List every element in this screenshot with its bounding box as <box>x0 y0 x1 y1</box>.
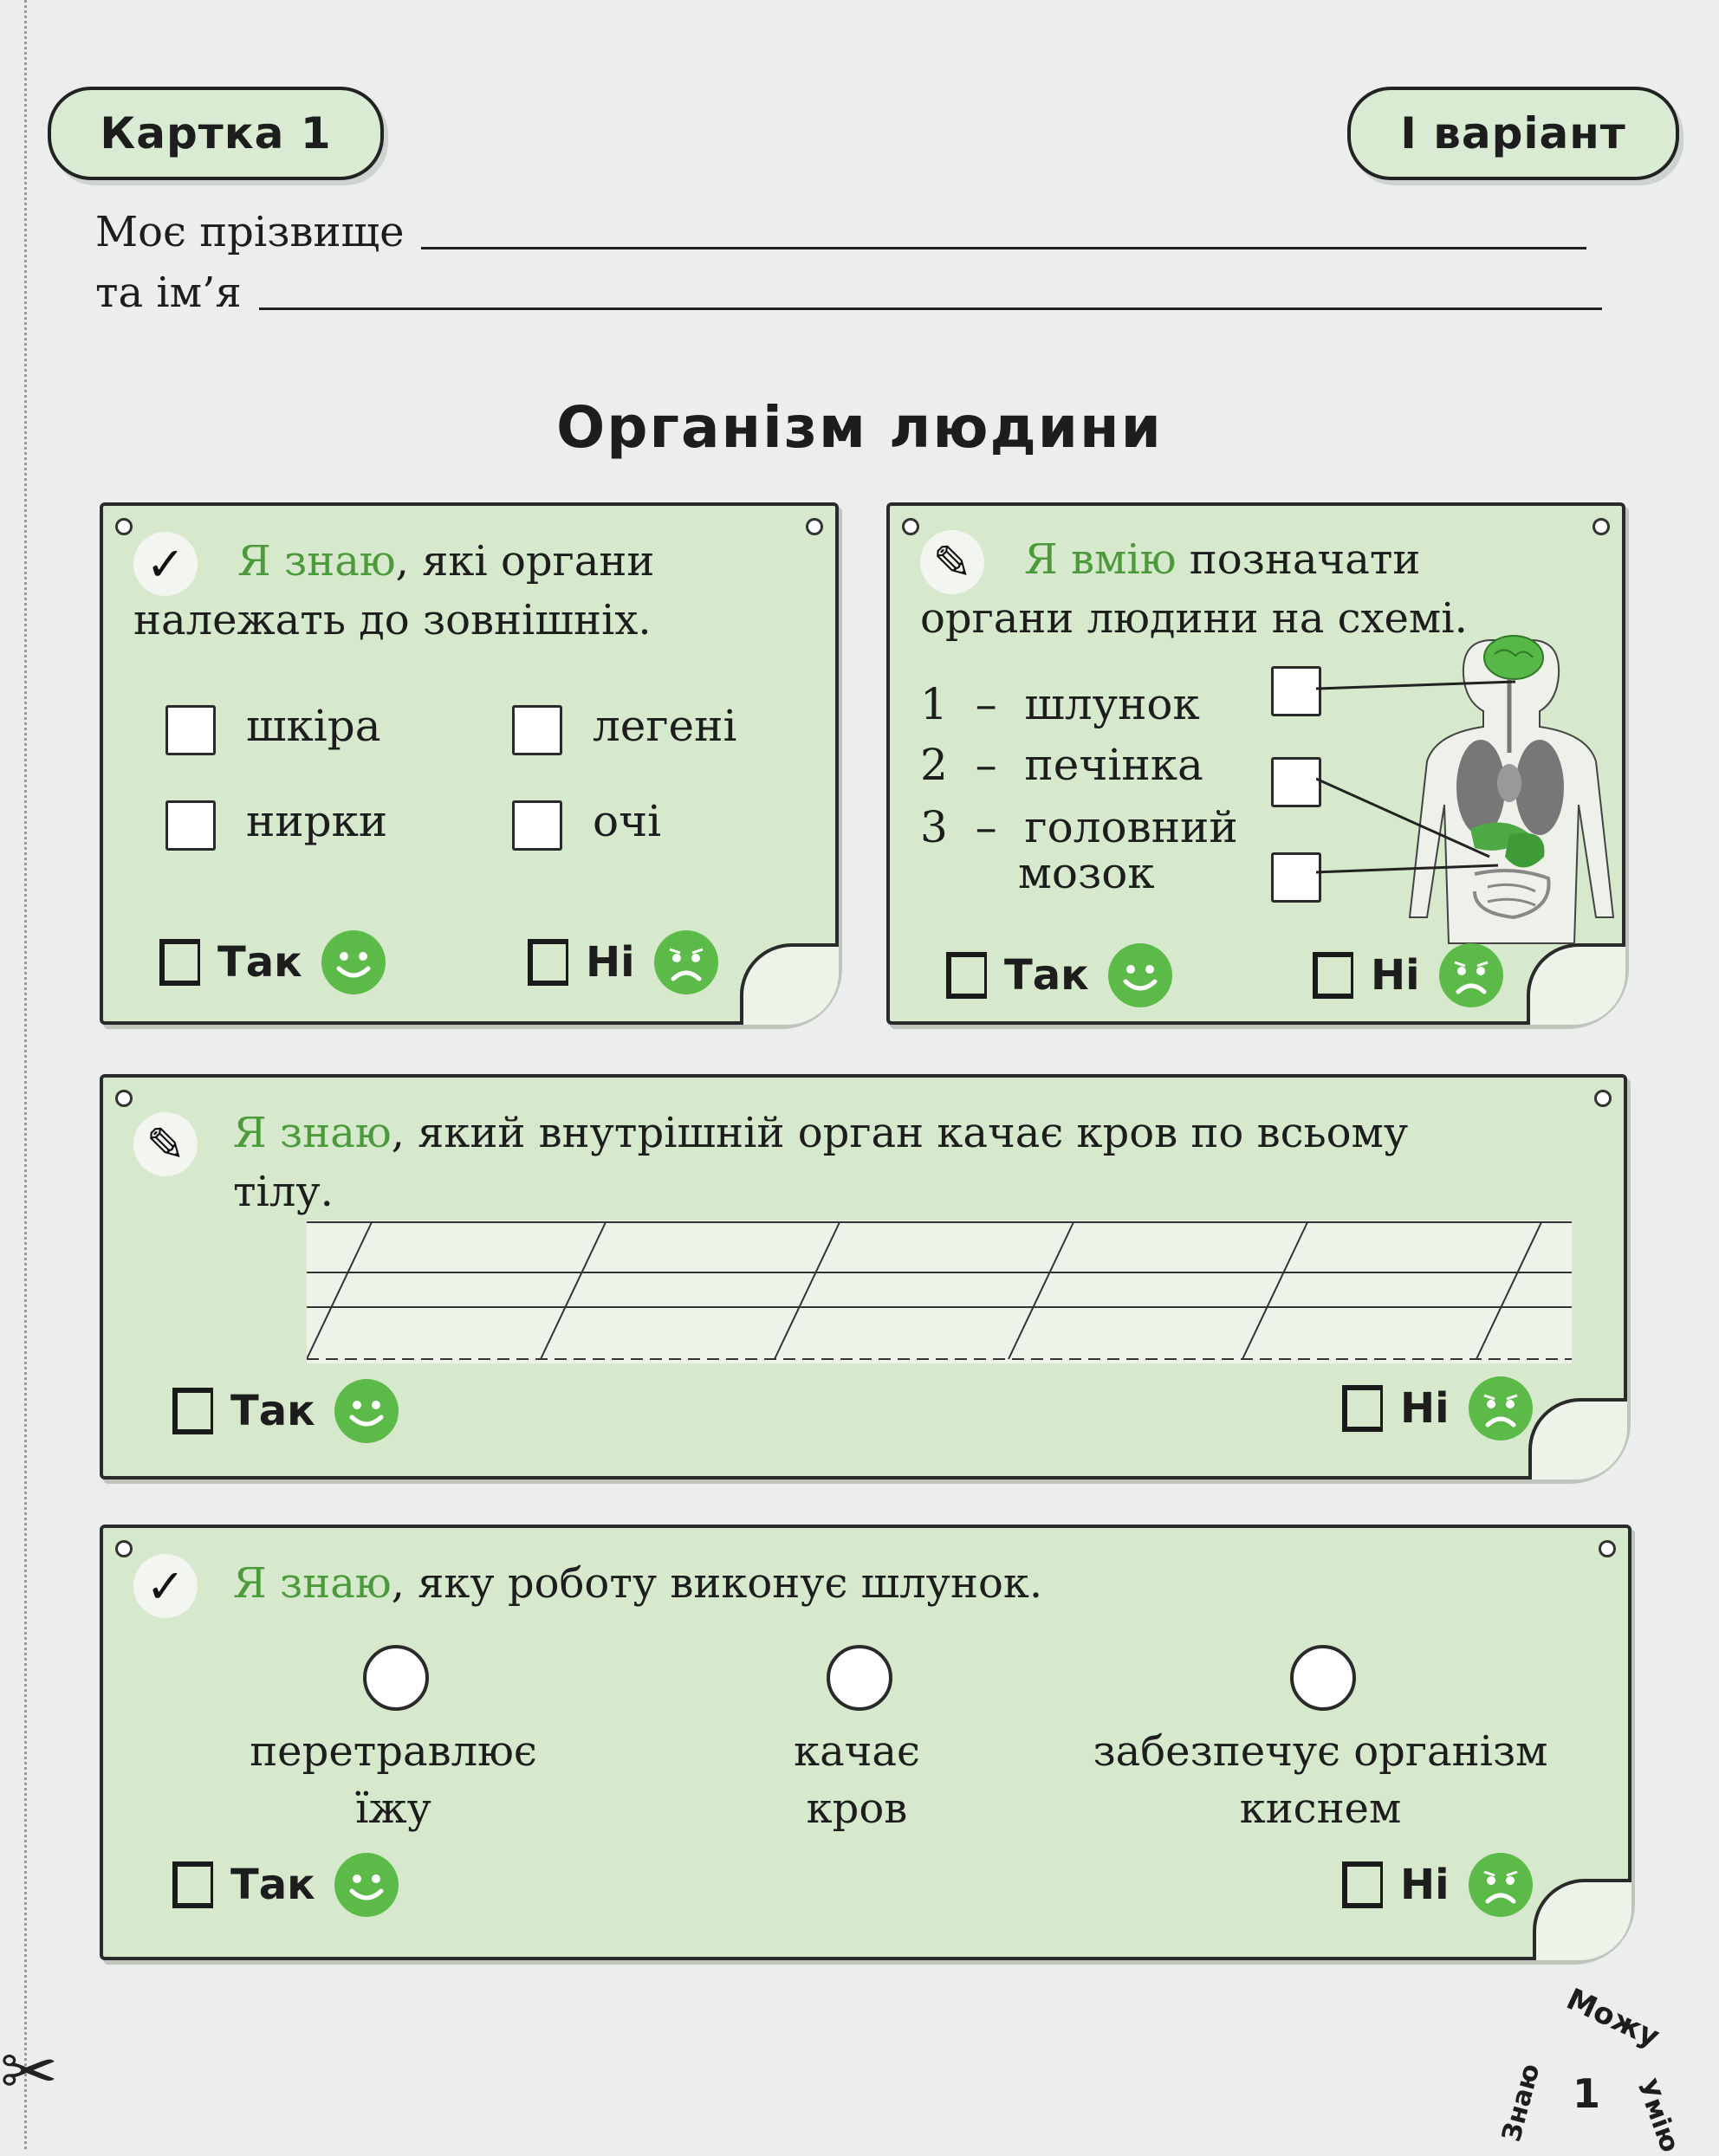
eval-no-checkbox[interactable] <box>1342 1385 1383 1432</box>
happy-face-icon <box>334 1379 399 1443</box>
page-number-badge <box>1490 1981 1690 2156</box>
pin-dot <box>115 1090 133 1107</box>
eval-no-checkbox[interactable] <box>528 939 568 986</box>
task-text <box>233 1554 1042 1613</box>
choice-radio-1[interactable] <box>363 1645 429 1711</box>
legend-item-2: 2 – печінка <box>920 740 1203 790</box>
variant-label: І варіант <box>1400 108 1626 159</box>
eval-no-checkbox[interactable] <box>1313 952 1353 999</box>
surname-field[interactable] <box>421 247 1586 249</box>
self-eval-no[interactable] <box>1342 1853 1533 1917</box>
self-eval-yes[interactable] <box>172 1379 399 1443</box>
eval-no-label: Ні <box>1371 951 1420 1000</box>
checkbox-kidneys[interactable] <box>165 800 216 851</box>
choice-label-2: качає кров <box>794 1727 920 1833</box>
page-curl <box>1533 1879 1631 1960</box>
self-eval-no[interactable] <box>1313 943 1503 1007</box>
self-eval-no[interactable] <box>1342 1376 1533 1441</box>
name-field[interactable] <box>259 308 1602 310</box>
task-text <box>920 530 1468 648</box>
task-text-line1: , які органи <box>395 537 655 586</box>
option-lungs: легені <box>593 701 737 751</box>
variant-badge <box>1347 87 1679 180</box>
sad-face-icon <box>1469 1376 1533 1441</box>
happy-face-icon <box>1108 943 1172 1007</box>
task-text-line1: позначати <box>1176 535 1421 584</box>
writing-lines-field[interactable] <box>307 1220 1572 1363</box>
option-skin: шкіра <box>246 701 381 751</box>
self-eval-no[interactable] <box>528 930 718 994</box>
diagram-box-stomach[interactable] <box>1271 852 1321 903</box>
task-text-line2: тілу. <box>233 1168 334 1216</box>
eval-yes-checkbox[interactable] <box>172 1388 213 1434</box>
task-highlight: Я знаю <box>237 537 396 586</box>
eval-yes-label: Так <box>1004 951 1089 1000</box>
sad-face-icon <box>1469 1853 1533 1917</box>
checkbox-skin[interactable] <box>165 705 216 755</box>
task-text <box>133 532 654 650</box>
eval-no-label: Ні <box>1400 1861 1450 1909</box>
diagram-box-liver[interactable] <box>1271 757 1321 807</box>
task-highlight: Я знаю <box>233 1109 392 1157</box>
pin-dot <box>1593 518 1610 535</box>
pin-dot <box>806 518 823 535</box>
eval-yes-checkbox[interactable] <box>172 1861 213 1908</box>
task-card-organ-diagram <box>886 502 1625 1025</box>
happy-face-icon <box>334 1853 399 1917</box>
checkmark-icon: ✓ <box>133 532 198 596</box>
task-highlight: Я знаю <box>233 1559 392 1608</box>
self-eval-yes[interactable] <box>946 943 1172 1007</box>
task-text-line1: , який внутрішній орган качає кров по всьому <box>391 1109 1409 1157</box>
name-row <box>95 269 1602 317</box>
pin-dot <box>1594 1090 1612 1107</box>
pin-dot <box>902 518 919 535</box>
option-kidneys: нирки <box>246 796 388 846</box>
surname-row <box>95 208 1586 256</box>
eval-yes-label: Так <box>230 1387 315 1435</box>
page-number: 1 <box>1573 2070 1601 2117</box>
eval-no-label: Ні <box>1400 1384 1450 1433</box>
checkbox-lungs[interactable] <box>512 705 562 755</box>
choice-radio-2[interactable] <box>827 1645 892 1711</box>
task-card-stomach <box>100 1525 1631 1960</box>
card-number-badge <box>48 87 384 180</box>
legend-item-1: 1 – шлунок <box>920 679 1200 729</box>
pin-dot <box>1599 1540 1616 1557</box>
happy-face-icon <box>321 930 386 994</box>
self-eval-yes[interactable] <box>159 930 386 994</box>
cut-line <box>24 0 27 2149</box>
card-number-label: Картка 1 <box>100 108 332 159</box>
sad-face-icon <box>654 930 718 994</box>
eval-yes-label: Так <box>217 938 302 987</box>
pin-dot <box>115 1540 133 1557</box>
eval-yes-checkbox[interactable] <box>159 939 200 986</box>
option-eyes: очі <box>593 796 662 846</box>
eval-yes-label: Так <box>230 1861 315 1909</box>
task-text-line1: , яку роботу виконує шлунок. <box>391 1559 1043 1608</box>
checkbox-eyes[interactable] <box>512 800 562 851</box>
legend-item-3-cont: мозок <box>1018 848 1155 898</box>
pencil-icon: ✎ <box>920 530 984 594</box>
page-curl <box>740 943 839 1025</box>
task-highlight: Я вмію <box>1024 535 1177 584</box>
eval-yes-checkbox[interactable] <box>946 952 987 999</box>
pencil-icon: ✎ <box>133 1112 198 1176</box>
page-curl <box>1527 943 1625 1025</box>
surname-label: Моє прізвище <box>95 208 405 256</box>
badge-word-znayu: Знаю <box>1495 2060 1547 2146</box>
choice-radio-3[interactable] <box>1290 1645 1356 1711</box>
pointer-lines <box>1316 657 1611 909</box>
sad-face-icon <box>1439 943 1503 1007</box>
badge-word-mozhu: Можу <box>1560 1981 1665 2056</box>
eval-no-label: Ні <box>586 938 635 987</box>
task-text-line2: належать до зовнішніх. <box>133 596 652 644</box>
page-title: Організм людини <box>556 394 1163 461</box>
choice-label-1: перетравлює їжу <box>250 1727 537 1833</box>
eval-no-checkbox[interactable] <box>1342 1861 1383 1908</box>
checkmark-icon: ✓ <box>133 1554 198 1618</box>
diagram-box-brain[interactable] <box>1271 666 1321 716</box>
task-text-line2: органи людини на схемі. <box>920 594 1468 643</box>
choice-label-3: забезпечує організм киснем <box>1093 1727 1548 1833</box>
task-card-heart <box>100 1074 1627 1479</box>
scissors-icon: ✂ <box>0 2031 59 2112</box>
task-text <box>233 1104 1408 1221</box>
name-label: та ім’я <box>95 269 242 317</box>
self-eval-yes[interactable] <box>172 1853 399 1917</box>
page-curl <box>1528 1398 1627 1479</box>
pin-dot <box>115 518 133 535</box>
legend-item-3: 3 – головний <box>920 802 1238 852</box>
task-card-external-organs <box>100 502 839 1025</box>
badge-word-umiyu: Умію <box>1631 2075 1685 2156</box>
